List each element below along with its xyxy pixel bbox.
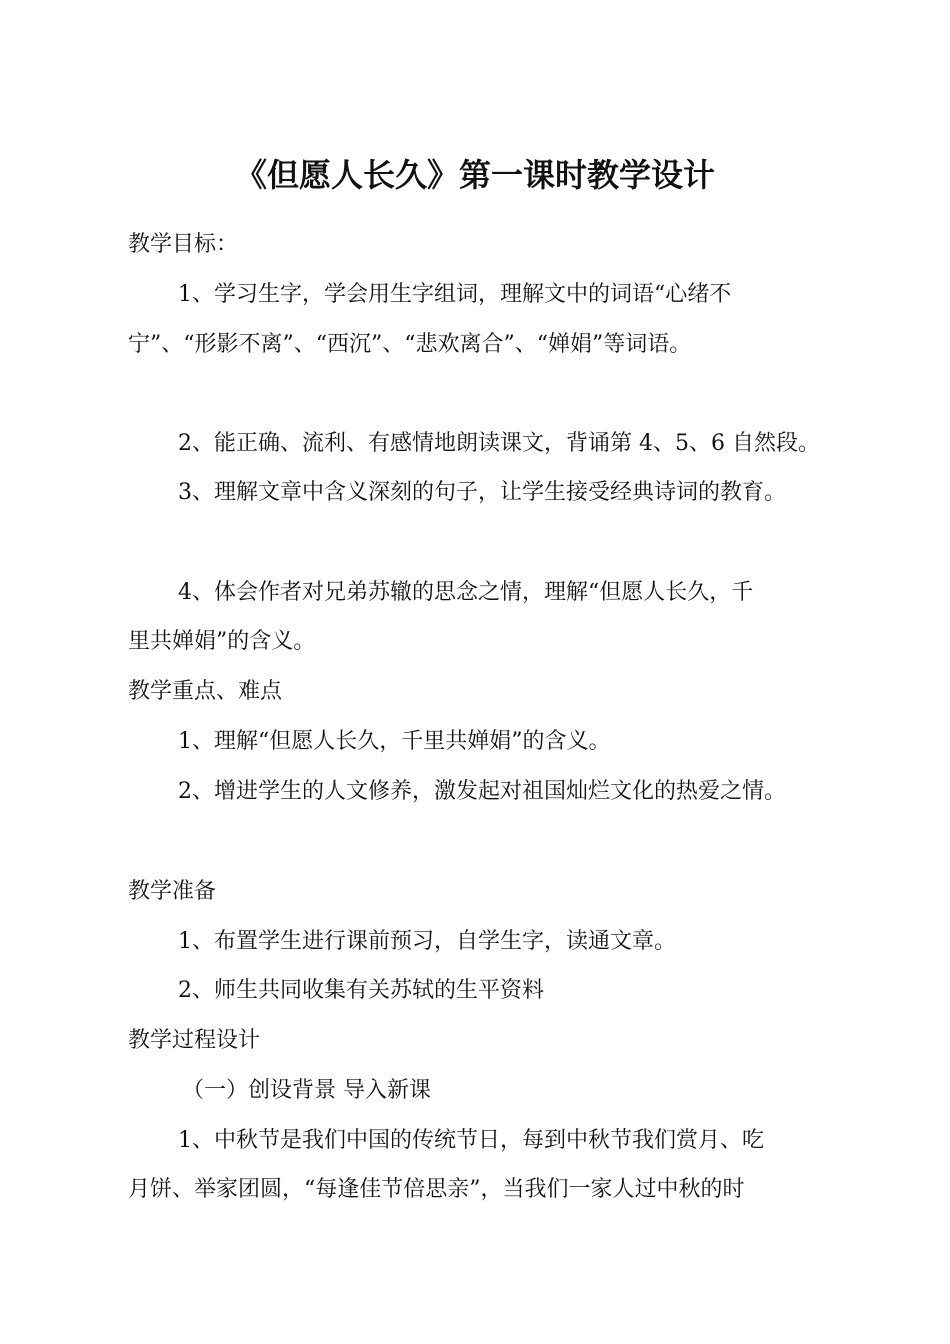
section-heading-process: 教学过程设计: [128, 1028, 261, 1053]
section-heading-objectives: 教学目标：: [128, 232, 239, 257]
section-heading-key-points: 教学重点、难点: [128, 679, 283, 704]
process-1-line-1: 1、中秋节是我们中国的传统节日，每到中秋节我们赏月、吃: [178, 1128, 764, 1153]
key-point-1: 1、理解“但愿人长久，千里共婵娟”的含义。: [178, 729, 611, 754]
preparation-1: 1、布置学生进行课前预习，自学生字，读通文章。: [178, 929, 676, 954]
document-title: 《但愿人长久》第一课时教学设计: [234, 156, 715, 194]
objective-1-line-2: 宁”、“形影不离”、“西沉”、“悲欢离合”、“婵娟”等词语。: [128, 332, 692, 357]
preparation-2: 2、师生共同收集有关苏轼的生平资料: [178, 978, 544, 1003]
section-heading-preparation: 教学准备: [128, 879, 217, 904]
objective-4-line-2: 里共婵娟”的含义。: [128, 629, 316, 654]
key-point-2: 2、增进学生的人文修养，激发起对祖国灿烂文化的热爱之情。: [178, 779, 786, 804]
objective-4-line-1: 4、体会作者对兄弟苏辙的思念之情，理解“但愿人长久，千: [178, 580, 754, 605]
objective-2: 2、能正确、流利、有感情地朗读课文，背诵第 4、5、6 自然段。: [178, 431, 820, 456]
objective-1-line-1: 1、学习生字，学会用生字组词，理解文中的词语“心绪不: [178, 282, 732, 307]
process-step-heading: （一）创设背景 导入新课: [182, 1078, 431, 1103]
process-1-line-2: 月饼、举家团圆，“每逢佳节倍思亲”，当我们一家人过中秋的时: [128, 1177, 745, 1202]
objective-3: 3、理解文章中含义深刻的句子，让学生接受经典诗词的教育。: [178, 480, 786, 505]
